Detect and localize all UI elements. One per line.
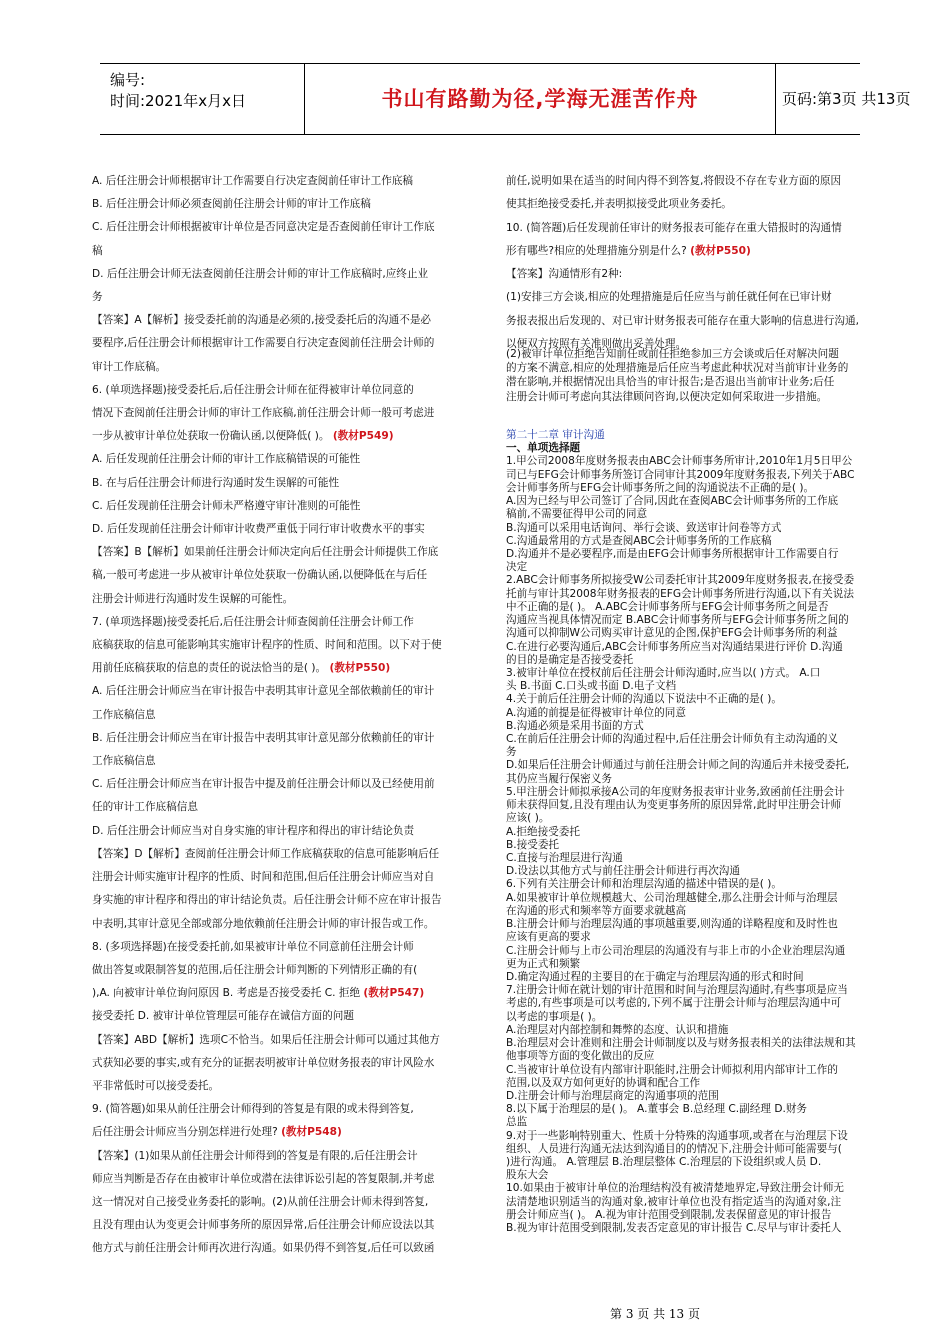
text-line: 法清楚地识别适当的沟通对象,被审计单位也没有指定适当的沟通对象,注 [506, 1195, 842, 1208]
text-line: B.接受委托 [506, 838, 560, 851]
text-line: B.视为审计范围受到限制,发表否定意见的审计报告 C.尽早与审计委托人 [506, 1222, 842, 1235]
text-line: A.沟通的前提是征得被审计单位的同意 [506, 706, 686, 719]
text-line: A. 后任发现前任注册会计师的审计工作底稿错误的可能性 [92, 453, 361, 466]
right-column-top [506, 170, 908, 356]
text-line: 【答案】(1)如果从前任注册会计师得到的答复是有限的,后任注册会计 [92, 1149, 418, 1162]
text-line: 稿 [92, 244, 103, 257]
text-line: 务报表报出后发现的、对已审计财务报表可能存在重大影响的信息进行沟通, [506, 314, 859, 327]
text-line: 务 [506, 746, 517, 759]
text-line: 的方案不满意,相应的处理措施是后任应当考虑此种状况对当前审计业务的 [506, 362, 849, 375]
text-line: 9. (简答题)如果从前任注册会计师得到的答复是有限的或未得到答复, [92, 1103, 414, 1116]
text-line: 司已与EFG会计师事务所签订合同审计其2009年度财务报表,下列关于ABC [506, 468, 855, 481]
text-line: 【答案】沟通情形有2种: [506, 268, 623, 281]
text-line: 稿,一般可考虑进一步从被审计单位处获取一份确认函,以便降低在与后任 [92, 569, 428, 582]
text-line: 接受委托 D. 被审计单位管理层可能存在诚信方面的问题 [92, 1010, 354, 1023]
text-line: 【答案】A【解析】接受委托前的沟通是必须的,接受委托后的沟通不是必 [92, 314, 432, 327]
text-line: D.注册会计师与治理层商定的沟通事项的范围 [506, 1089, 719, 1102]
text-line: 后任注册会计师应当分别怎样进行处理? (教材P548) [92, 1126, 342, 1139]
text-line: C. 后任发现前任注册会计师未严格遵守审计准则的可能性 [92, 499, 361, 512]
header-motto-cell [305, 64, 776, 134]
text-line: 6.下列有关注册会计师和治理层沟通的描述中错误的是( )。 [506, 878, 782, 891]
text-line: (1)安排三方会谈,相应的处理措施是后任应当与前任就任何在已审计财 [506, 291, 832, 304]
text-line: 7. (单项选择题)接受委托后,后任注册会计师查阅前任注册会计师工作 [92, 615, 414, 628]
text-line: A. 后任注册会计师根据审计工作需要自行决定查阅前任审计工作底稿 [92, 175, 414, 187]
text-line: D. 后任注册会计师应当对自身实施的审计程序和得出的审计结论负责 [92, 824, 415, 837]
text-line: C. 后任注册会计师应当在审计报告中提及前任注册会计师以及已经使用前 [92, 778, 435, 791]
text-line: 师未获得回复,且没有理由认为变更事务所的原因异常,此时甲注册会计师 [506, 799, 842, 812]
textbook-reference: (教材P548) [281, 1126, 342, 1139]
text-line: 6. (单项选择题)接受委托后,后任注册会计师在征得被审计单位同意的 [92, 383, 414, 396]
textbook-reference: (教材P550) [329, 662, 391, 675]
text-line: 其仍应当履行保密义务 [506, 772, 612, 785]
text-line: C. 后任注册会计师根据被审计单位是否同意决定是否查阅前任审计工作底 [92, 221, 435, 234]
header-page-cell [776, 64, 950, 134]
text-line: A.因为已经与甲公司签订了合同,因此在查阅ABC会计师事务所的工作底 [506, 495, 839, 508]
text-line: A.治理层对内部控制和舞弊的态度、认识和措施 [506, 1023, 729, 1036]
text-line: C.直接与治理层进行沟通 [506, 852, 623, 864]
text-line: A. 后任注册会计师应当在审计报告中表明其审计意见全部依赖前任的审计 [92, 685, 435, 698]
text-line: 中不正确的是( )。 A.ABC会计师事务所与EFG会计师事务所之间是否 [506, 600, 829, 613]
text-line: 【答案】ABD【解析】选项C不恰当。如果后任注册会计师可以通过其他方 [92, 1033, 440, 1046]
text-line: 考虑的,有些事项是可以考虑的,下列不属于注册会计师与治理层沟通中可 [506, 997, 842, 1010]
text-line: 10.如果由于被审计单位的治理结构没有被清楚地界定,导致注册会计师无 [506, 1182, 845, 1195]
text-line: 的目的是确定是否接受委托 [506, 653, 634, 666]
text-line: D.设法以其他方式与前任注册会计师进行再次沟通 [506, 865, 740, 878]
text-line: 他事项等方面的变化做出的反应 [506, 1050, 655, 1063]
motto: 书山有路勤为径,学海无涯苦作舟 [381, 87, 699, 111]
text-line: C.注册会计师与上市公司治理层的沟通没有与非上市的小企业治理层沟通 [506, 944, 846, 957]
text-line: 任的审计工作底稿信息 [92, 801, 198, 814]
text-line: 用前任底稿获取的信息的责任的说法恰当的是( )。 (教材P550) [92, 662, 391, 675]
text-line: 使其拒绝接受委托,并表明拟接受此项业务委托。 [506, 198, 732, 211]
text-line: 工作底稿信息 [92, 755, 156, 768]
text-line: 【答案】B【解析】如果前任注册会计师决定向后任注册会计师提供工作底 [92, 546, 439, 559]
text-line: 2.ABC会计师事务所拟接受W公司委托审计其2009年度财务报表,在接受委 [506, 574, 855, 587]
text-line: B.注册会计师与治理层沟通的事项越重要,则沟通的详略程度和及时性也 [506, 918, 838, 931]
text-line: 潜在影响,并根据情况出具恰当的审计报告;是否退出当前审计业务;后任 [506, 376, 835, 389]
text-line: 应该有更高的要求 [506, 931, 591, 944]
left-column [92, 170, 488, 1261]
text-line: 组织、人员进行沟通无法达到沟通目的的情况下,注册会计师可能需要与( [506, 1142, 842, 1155]
right-column-bottom [506, 429, 908, 1235]
text-line: )进行沟通。 A.管理层 B.治理层整体 C.治理层的下设组织或人员 D. [506, 1156, 822, 1169]
text-line: 9.对于一些影响特别重大、性质十分特殊的沟通事项,或者在与治理层下设 [506, 1129, 848, 1142]
text-line: 中表明,其审计意见全部或部分地依赖前任注册会计师的审计报告或工作。 [92, 917, 435, 930]
chapter-title: 第二十二章 审计沟通 [506, 429, 605, 441]
text-line: D.确定沟通过程的主要目的在于确定与治理层沟通的形式和时间 [506, 970, 804, 983]
page-footer: 第 3 页 共 13 页 [610, 1307, 700, 1321]
serial-label: 编号: [110, 71, 146, 89]
text-line: 注册会计师进行沟通时发生误解的可能性。 [92, 592, 294, 605]
text-line: 做出答复或限制答复的范围,后任注册会计师判断的下列情形正确的有( [92, 963, 418, 976]
text-line: 更为正式和频繁 [506, 957, 581, 970]
text-line: 一步从被审计单位处获取一份确认函,以便降低( )。 (教材P549) [92, 430, 394, 443]
text-line: 要程序,后任注册会计师根据审计工作需要自行决定查阅前任注册会计师的 [92, 337, 435, 350]
text-line: 10. (简答题)后任发现前任审计的财务报表可能存在重大错报时的沟通情 [506, 221, 842, 234]
text-line: 3.被审计单位在授权前后任注册会计师沟通时,应当以( )方式。 A.口 [506, 666, 821, 679]
text-line: 总监 [506, 1116, 528, 1129]
text-line: B.沟通可以采用电话询问、举行会谈、致送审计问卷等方式 [506, 521, 782, 534]
section-title: 一、单项选择题 [506, 442, 581, 455]
text-line: 师应当判断是否存在由被审计单位或潜在法律诉讼引起的答复限制,并考虑 [92, 1172, 435, 1185]
page-header [100, 63, 911, 135]
text-line: 册会计师应当( )。 A.视为审计范围受到限制,发表保留意见的审计报告 [506, 1208, 832, 1221]
text-line: D. 后任注册会计师无法查阅前任注册会计师的审计工作底稿时,应终止业 [92, 267, 429, 280]
text-line: 5.甲注册会计师拟承接A公司的年度财务报表审计业务,致函前任注册会计 [506, 785, 845, 798]
text-line: 平非常低时可以接受委托。 [92, 1079, 220, 1092]
text-line: B. 后任注册会计师应当在审计报告中表明其审计意见部分依赖前任的审计 [92, 731, 435, 744]
text-line: 他方式与前任注册会计师再次进行沟通。如果仍得不到答复,后任可以致函 [92, 1242, 435, 1255]
text-line: A.如果被审计单位规模越大、公司治理越健全,那么注册会计师与治理层 [506, 891, 838, 904]
text-line: 股东大会 [506, 1169, 549, 1182]
text-line: 身实施的审计程序和得出的审计结论负责。后任注册会计师不应在审计报告 [92, 894, 442, 907]
textbook-reference: (教材P547) [363, 987, 425, 1000]
text-line: 情况下查阅前任注册会计师的审计工作底稿,前任注册会计师一般可考虑进 [92, 407, 435, 420]
time-label: 时间:2021年x月x日 [110, 92, 246, 110]
text-line: 4.关于前后任注册会计师的沟通以下说法中不正确的是( )。 [506, 693, 782, 706]
text-line: (2)被审计单位拒绝告知前任或前任拒绝参加三方会谈或后任对解决问题 [506, 348, 839, 360]
text-line: 7.注册会计师在就计划的审计范围和时间与治理层沟通时,有些事项是应当 [506, 984, 848, 997]
text-line: 会计师事务所与EFG会计师事务所之间的沟通说法不正确的是( )。 [506, 481, 815, 494]
text-line: 式获知必要的事实,或有充分的证据表明被审计单位财务报表的审计风险水 [92, 1056, 435, 1069]
text-line: 以考虑的事项是( )。 [506, 1010, 603, 1023]
text-line: 应该( )。 [506, 812, 550, 825]
text-line: 头 B.书面 C.口头或书面 D.电子文档 [506, 680, 677, 693]
text-line: 在沟通的形式和频率等方面要求就越高 [506, 904, 687, 917]
text-line: ),A. 向被审计单位询问原因 B. 考虑是否接受委托 C. 拒绝 (教材P547) [92, 987, 425, 1000]
text-line: 【答案】D【解析】查阅前任注册会计师工作底稿获取的信息可能影响后任 [92, 847, 440, 860]
text-line: 范围,以及双方如何更好的协调和配合工作 [506, 1076, 701, 1089]
text-line: B. 在与后任注册会计师进行沟通时发生误解的可能性 [92, 476, 340, 489]
text-line: 注册会计师实施审计程序的性质、时间和范围,但后任注册会计师应当对自 [92, 871, 435, 884]
text-line: D.沟通并不是必要程序,而是由EFG会计师事务所根据审计工作需要自行 [506, 547, 839, 560]
right-column-middle [506, 347, 908, 404]
text-line: B.治理层对会计准则和注册会计师制度以及与财务报表相关的法律法规和其 [506, 1037, 856, 1050]
text-line: 工作底稿信息 [92, 708, 156, 721]
text-line: 决定 [506, 561, 528, 574]
text-line: C.沟通最常用的方式是查阅ABC会计师事务所的工作底稿 [506, 534, 772, 547]
text-line: C.当被审计单位设有内部审计职能时,注册会计师拟利用内部审计工作的 [506, 1063, 838, 1076]
text-line: B.沟通必须是采用书面的方式 [506, 719, 644, 732]
text-line: D. 后任发现前任注册会计师审计收费严重低于同行审计收费水平的事实 [92, 523, 425, 536]
text-line: 形有哪些?相应的处理措施分别是什么? (教材P550) [506, 244, 751, 257]
text-line: 稿前,不需要征得甲公司的同意 [506, 508, 648, 521]
text-line: 8.以下属于治理层的是( )。 A.董事会 B.总经理 C.副经理 D.财务 [506, 1103, 808, 1116]
text-line: 沟通应当视具体情况而定 B.ABC会计师事务所与EFG会计师事务所之间的 [506, 614, 849, 627]
text-line: 这一情况对自己接受业务委托的影响。(2)从前任注册会计师未得到答复, [92, 1195, 429, 1208]
text-line: 务 [92, 291, 103, 304]
text-line: D.如果后任注册会计师通过与前任注册会计师之间的沟通后并未接受委托, [506, 759, 850, 772]
text-line: 8. (多项选择题)在接受委托前,如果被审计单位不同意前任注册会计师 [92, 940, 414, 953]
text-line: C.在前后任注册会计师的沟通过程中,后任注册会计师负有主动沟通的义 [506, 733, 838, 746]
text-line: 前任,说明如果在适当的时间内得不到答复,将假设不存在专业方面的原因 [506, 175, 842, 187]
page-label: 页码:第3页 共13页 [782, 90, 911, 108]
text-line: 注册会计师可考虑向其法律顾问咨询,以便决定如何采取进一步措施。 [506, 390, 828, 403]
textbook-reference: (教材P550) [690, 244, 751, 257]
text-line: 且没有理由认为变更会计师事务所的原因异常,后任注册会计师应设法以其 [92, 1219, 435, 1232]
text-line: C.在进行必要沟通后,ABC会计师事务所应当对沟通结果进行评价 D.沟通 [506, 640, 843, 653]
text-line: A.拒绝接受委托 [506, 825, 580, 838]
text-line: 审计工作底稿。 [92, 360, 167, 373]
header-meta-cell [100, 64, 305, 134]
text-line: 1.甲公司2008年度财务报表由ABC会计师事务所审计,2010年1月5日甲公 [506, 455, 853, 468]
text-line: 底稿获取的信息可能影响其实施审计程序的性质、时间和范围。以下对于使 [92, 639, 442, 652]
textbook-reference: (教材P549) [332, 430, 394, 443]
text-line: B. 后任注册会计师必须查阅前任注册会计师的审计工作底稿 [92, 198, 371, 211]
text-line: 沟通可以抑制W公司购买审计意见的企图,保护EFG会计师事务所的利益 [506, 627, 838, 640]
text-line: 托前与审计其2008年财务报表的EFG会计师事务所进行沟通,以下有关说法 [506, 587, 854, 600]
text-line: 以便双方按照有关准则做出妥善处理。 [506, 338, 687, 351]
